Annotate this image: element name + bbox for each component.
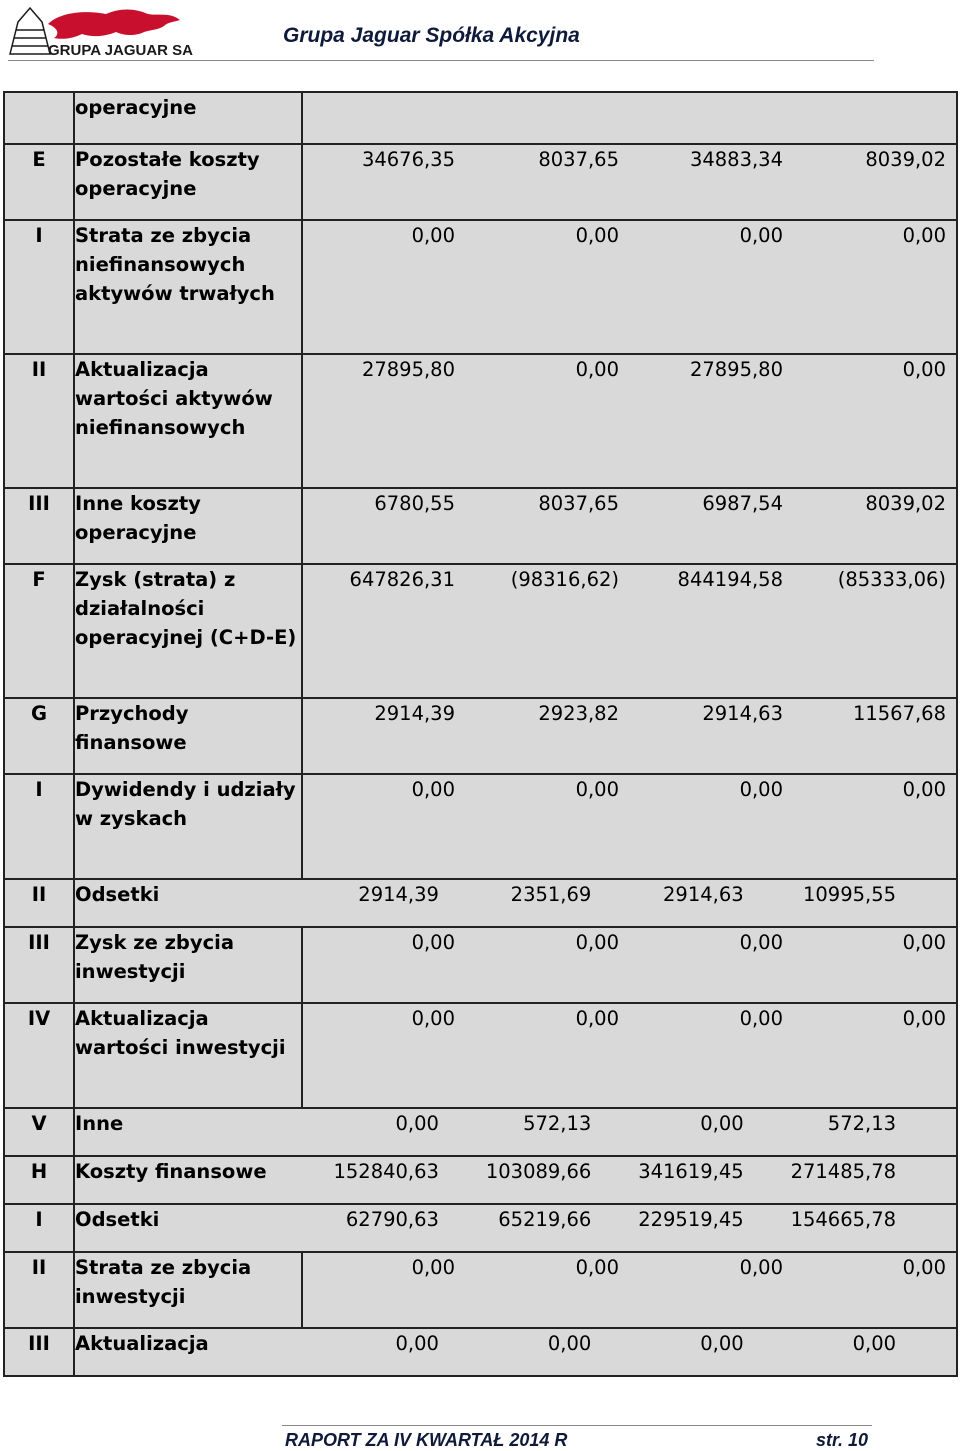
value-cell: 65219,66 [498, 1208, 592, 1231]
row-values [302, 144, 957, 220]
value-cell: 0,00 [547, 1332, 592, 1355]
row-values [302, 1328, 957, 1376]
row-code: E [4, 144, 74, 220]
row-label: Strata ze zbycia niefinansowych aktywów trwałych [74, 220, 302, 354]
value-cell: 0,00 [739, 224, 783, 247]
value-cell: 2914,39 [358, 883, 439, 906]
value-cell: 62790,63 [345, 1208, 439, 1231]
row-values [302, 1003, 957, 1108]
table-row [4, 1328, 957, 1376]
row-code: IV [4, 1003, 74, 1108]
value-cell: 0,00 [902, 1256, 946, 1279]
value-cell: 2914,39 [374, 702, 455, 725]
value-cell: 0,00 [575, 778, 619, 801]
row-code: F [4, 564, 74, 698]
row-label: Przychody finansowe [74, 698, 302, 774]
table-row [4, 488, 957, 564]
value-cell: 2351,69 [510, 883, 592, 906]
row-label: Aktualizacja wartości inwestycji [74, 1003, 302, 1108]
value-cell: 11567,68 [852, 702, 946, 725]
value-cell: 0,00 [902, 931, 946, 954]
row-code: III [4, 488, 74, 564]
row-values [302, 879, 957, 927]
value-cell: 572,13 [827, 1112, 897, 1135]
value-cell: 0,00 [700, 1112, 744, 1135]
value-cell: 0,00 [902, 358, 946, 381]
value-cell: 2914,63 [663, 883, 744, 906]
row-values [302, 220, 957, 354]
row-label: Dywidendy i udziały w zyskach [74, 774, 302, 879]
row-code: V [4, 1108, 74, 1156]
value-cell: 0,00 [575, 224, 619, 247]
value-cell: 6780,55 [374, 492, 455, 515]
row-code: III [4, 927, 74, 1003]
value-cell: 0,00 [411, 931, 455, 954]
row-code [4, 92, 74, 144]
row-values [302, 354, 957, 488]
page-number: str. 10 [816, 1430, 869, 1450]
row-values [302, 927, 957, 1003]
value-cell: 0,00 [411, 778, 455, 801]
value-cell: 2914,63 [702, 702, 783, 725]
page-header [0, 0, 960, 62]
value-cell: 154665,78 [790, 1208, 897, 1231]
row-label: Odsetki [74, 879, 302, 927]
table-row [4, 354, 957, 488]
value-cell: (85333,06) [837, 568, 946, 591]
row-label: Zysk (strata) z działalności operacyjnej (C+D-E) [74, 564, 302, 698]
value-cell: 27895,80 [689, 358, 783, 381]
row-values [302, 1108, 957, 1156]
value-cell: 0,00 [739, 931, 783, 954]
table-row [4, 220, 957, 354]
row-label: Aktualizacja [74, 1328, 302, 1376]
table-row [4, 1003, 957, 1108]
row-code: H [4, 1156, 74, 1204]
row-code: II [4, 879, 74, 927]
row-values [302, 1252, 957, 1328]
value-cell: 271485,78 [790, 1160, 897, 1183]
value-cell: 27895,80 [361, 358, 455, 381]
value-cell: 8039,02 [865, 492, 946, 515]
row-values [302, 1204, 957, 1252]
value-cell: 0,00 [739, 778, 783, 801]
company-name: Grupa Jaguar Spółka Akcyjna [283, 24, 580, 47]
financial-table [3, 91, 958, 1377]
value-cell: 0,00 [902, 1007, 946, 1030]
jaguar-logo [8, 2, 193, 60]
value-cell: 8037,65 [538, 492, 619, 515]
value-cell: 0,00 [575, 358, 619, 381]
row-values [302, 92, 957, 144]
table-row [4, 1108, 957, 1156]
footer-divider [282, 1425, 872, 1426]
value-cell: 103089,66 [485, 1160, 592, 1183]
row-values [302, 1156, 957, 1204]
svg-text:GRUPA JAGUAR SA: GRUPA JAGUAR SA [48, 42, 193, 59]
value-cell: 844194,58 [677, 568, 783, 591]
table-row [4, 144, 957, 220]
row-code: III [4, 1328, 74, 1376]
table-row [4, 698, 957, 774]
value-cell: 0,00 [575, 931, 619, 954]
row-label: Aktualizacja wartości aktywów niefinansowych [74, 354, 302, 488]
value-cell: 34883,34 [689, 148, 783, 171]
value-cell: 10995,55 [802, 883, 897, 906]
row-values [302, 698, 957, 774]
value-cell: 0,00 [902, 778, 946, 801]
value-cell: 229519,45 [638, 1208, 744, 1231]
row-code: I [4, 1204, 74, 1252]
value-cell: 0,00 [739, 1007, 783, 1030]
value-cell: 2923,82 [538, 702, 619, 725]
value-cell: 6987,54 [702, 492, 783, 515]
value-cell: 0,00 [411, 1007, 455, 1030]
table-row [4, 564, 957, 698]
row-label: Inne [74, 1108, 302, 1156]
value-cell: 34676,35 [361, 148, 455, 171]
value-cell: 647826,31 [349, 568, 455, 591]
row-code: II [4, 354, 74, 488]
header-divider [8, 60, 874, 61]
value-cell: 0,00 [411, 224, 455, 247]
value-cell: 0,00 [395, 1332, 439, 1355]
value-cell: 0,00 [575, 1007, 619, 1030]
table-row [4, 1156, 957, 1204]
row-values [302, 488, 957, 564]
table-row [4, 879, 957, 927]
value-cell: 0,00 [395, 1112, 439, 1135]
row-values [302, 564, 957, 698]
row-code: I [4, 220, 74, 354]
value-cell: 0,00 [902, 224, 946, 247]
value-cell: (98316,62) [510, 568, 619, 591]
value-cell: 8037,65 [538, 148, 619, 171]
table-row [4, 92, 957, 144]
row-code: G [4, 698, 74, 774]
row-label: Zysk ze zbycia inwestycji [74, 927, 302, 1003]
row-label: Pozostałe koszty operacyjne [74, 144, 302, 220]
value-cell: 152840,63 [333, 1160, 439, 1183]
value-cell: 0,00 [411, 1256, 455, 1279]
report-title: RAPORT ZA IV KWARTAŁ 2014 R [285, 1430, 568, 1450]
table-row [4, 1252, 957, 1328]
row-label: Strata ze zbycia inwestycji [74, 1252, 302, 1328]
table-row [4, 927, 957, 1003]
row-label: Koszty finansowe [74, 1156, 302, 1204]
row-code: II [4, 1252, 74, 1328]
row-label: operacyjne [74, 92, 302, 144]
value-cell: 0,00 [739, 1256, 783, 1279]
row-label: Inne koszty operacyjne [74, 488, 302, 564]
table-row [4, 1204, 957, 1252]
table-row [4, 774, 957, 879]
row-label: Odsetki [74, 1204, 302, 1252]
row-code: I [4, 774, 74, 879]
value-cell: 572,13 [523, 1112, 592, 1135]
value-cell: 8039,02 [865, 148, 946, 171]
value-cell: 0,00 [852, 1332, 897, 1355]
value-cell: 0,00 [700, 1332, 744, 1355]
value-cell: 341619,45 [638, 1160, 744, 1183]
row-values [302, 774, 957, 879]
value-cell: 0,00 [575, 1256, 619, 1279]
